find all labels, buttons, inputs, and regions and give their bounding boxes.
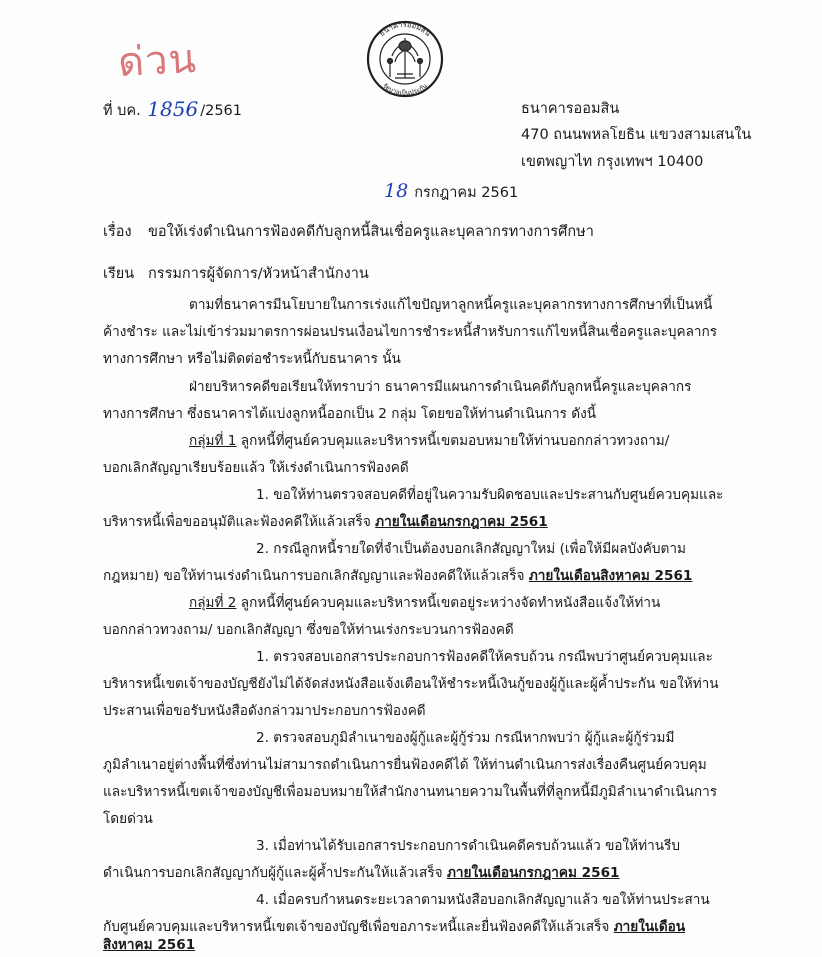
date-month-year: กรกฎาคม 2561 — [414, 185, 519, 201]
body-line: ประสานเพื่อขอรับหนังสือดังกล่าวมาประกอบการฟ้องคดี — [103, 703, 426, 719]
group-1-item-1-line-2 — [103, 516, 548, 530]
sender-bank-name: ธนาคารออมสิน — [521, 101, 620, 117]
deadline-text: สิงหาคม 2561 — [103, 937, 196, 953]
body-text: บริหารหนี้เพื่อขออนุมัติและฟ้องคดีให้แล้วเสร็จ — [103, 514, 376, 530]
svg-text:รัฐบาลเป็นประกัน: รัฐบาลเป็นประกัน — [381, 81, 429, 98]
deadline-text: ภายในเดือนสิงหาคม 2561 — [528, 568, 693, 584]
body-line: ค้างชำระ และไม่เข้าร่วมมาตรการผ่อนปรนเงื่อนไขการชำระหนี้สำหรับการแก้ไขหนี้สินเชื่อครูและบุคลากร — [103, 324, 718, 340]
recipient-label: เรียน — [103, 266, 135, 282]
group-2-label: กลุ่มที่ 2 — [189, 595, 237, 611]
reference-number — [103, 96, 242, 122]
body-line: ฝ่ายบริหารคดีขอเรียนให้ทราบว่า ธนาคารมีแผนการดำเนินคดีกับลูกหนี้ครูและบุคลากร — [189, 379, 692, 395]
body-line: 1. ตรวจสอบเอกสารประกอบการฟ้องคดีให้ครบถ้วน กรณีพบว่าศูนย์ควบคุมและ — [256, 649, 713, 665]
deadline-continued — [103, 939, 195, 953]
handwritten-ref-number: 1856 — [147, 97, 199, 121]
body-line: ภูมิลำเนาอยู่ต่างพื้นที่ซึ่งท่านไม่สามารถดำเนินการยื่นฟ้องคดีได้ ให้ท่านดำเนินการส่งเรื่องคืนศูนย์ควบคุม — [103, 757, 707, 773]
sender-address-line-2: เขตพญาไท กรุงเทพฯ 10400 — [521, 154, 704, 170]
body-line: โดยด่วน — [103, 811, 153, 827]
body-text: กฎหมาย) ขอให้ท่านเร่งดำเนินการบอกเลิกสัญญาและฟ้องคดีให้แล้วเสร็จ — [103, 568, 529, 584]
body-text: กับศูนย์ควบคุมและบริหารหนี้เขตเจ้าของบัญชีเพื่อขอภาระหนี้และยื่นฟ้องคดีให้แล้วเสร็จ — [103, 919, 614, 935]
body-text: ดำเนินการบอกเลิกสัญญากับผู้กู้และผู้ค้ำประกันให้แล้วเสร็จ — [103, 865, 447, 881]
group-2-item-3-line-2 — [103, 867, 620, 881]
body-line: 3. เมื่อท่านได้รับเอกสารประกอบการดำเนินคดีครบถ้วนแล้ว ขอให้ท่านรีบ — [256, 838, 680, 854]
handwritten-date-day: 18 — [384, 180, 409, 202]
body-line: ตามที่ธนาคารมีนโยบายในการเร่งแก้ไขปัญหาลูกหนี้ครูและบุคลากรทางการศึกษาที่เป็นหนี้ — [189, 297, 713, 313]
reference-prefix: ที่ บค. — [103, 103, 141, 119]
urgent-stamp: ด่วน — [116, 35, 198, 87]
body-line: 2. กรณีลูกหนี้รายใดที่จำเป็นต้องบอกเลิกสัญญาใหม่ (เพื่อให้มีผลบังคับตาม — [256, 541, 686, 557]
group-1-text: ลูกหนี้ที่ศูนย์ควบคุมและบริหารหนี้เขตมอบหมายให้ท่านบอกกล่าวทวงถาม/ — [236, 433, 670, 449]
svg-text:ธนาคารออมสิน: ธนาคารออมสิน — [377, 20, 433, 39]
group-2-intro — [189, 597, 660, 611]
body-line: ทางการศึกษา หรือไม่ติดต่อชำระหนี้กับธนาคาร นั้น — [103, 351, 401, 367]
body-line: บริหารหนี้เขตเจ้าของบัญชียังไม่ได้จัดส่งหนังสือแจ้งเตือนให้ชำระหนี้เงินกู้ของผู้กู้และผู้ค้ำประกัน ขอให้ท่าน — [103, 676, 719, 692]
sender-address-line-1: 470 ถนนพหลโยธิน แขวงสามเสนใน — [521, 127, 752, 143]
subject-label: เรื่อง — [103, 224, 132, 240]
group-1-item-2-line-2 — [103, 570, 692, 584]
group-2-item-4-line-2 — [103, 921, 685, 935]
body-line: ทางการศึกษา ซึ่งธนาคารได้แบ่งลูกหนี้ออกเป็น 2 กลุ่ม โดยขอให้ท่านดำเนินการ ดังนี้ — [103, 406, 597, 422]
body-line: 4. เมื่อครบกำหนดระยะเวลาตามหนังสือบอกเลิกสัญญาแล้ว ขอให้ท่านประสาน — [256, 892, 710, 908]
group-1-intro — [189, 435, 669, 449]
group-2-text: ลูกหนี้ที่ศูนย์ควบคุมและบริหารหนี้เขตอยู่ระหว่างจัดทำหนังสือแจ้งให้ท่าน — [236, 595, 661, 611]
reference-year: /2561 — [200, 103, 242, 119]
subject-text: ขอให้เร่งดำเนินการฟ้องคดีกับลูกหนี้สินเชื่อครูและบุคลากรทางการศึกษา — [148, 224, 594, 240]
deadline-text: ภายในเดือน — [613, 919, 686, 935]
letter-date — [384, 180, 518, 204]
body-line: บอกกล่าวทวงถาม/ บอกเลิกสัญญา ซึ่งขอให้ท่านเร่งกระบวนการฟ้องคดี — [103, 622, 514, 638]
body-line: และบริหารหนี้เขตเจ้าของบัญชีเพื่อมอบหมายให้สำนักงานทนายความในพื้นที่ที่ลูกหนี้มีภูมิลำเนาดำเนินการ — [103, 784, 718, 800]
bank-seal-logo — [362, 20, 448, 98]
body-line: 1. ขอให้ท่านตรวจสอบคดีที่อยู่ในความรับผิดชอบและประสานกับศูนย์ควบคุมและ — [256, 487, 724, 503]
recipient-text: กรรมการผู้จัดการ/หัวหน้าสำนักงาน — [148, 266, 369, 282]
deadline-text: ภายในเดือนกรกฎาคม 2561 — [375, 514, 548, 530]
group-1-label: กลุ่มที่ 1 — [189, 433, 237, 449]
body-line: บอกเลิกสัญญาเรียบร้อยแล้ว ให้เร่งดำเนินการฟ้องคดี — [103, 460, 409, 476]
deadline-text: ภายในเดือนกรกฎาคม 2561 — [446, 865, 620, 881]
body-line: 2. ตรวจสอบภูมิลำเนาของผู้กู้และผู้กู้ร่วม กรณีหากพบว่า ผู้กู้และผู้กู้ร่วมมี — [256, 730, 675, 746]
